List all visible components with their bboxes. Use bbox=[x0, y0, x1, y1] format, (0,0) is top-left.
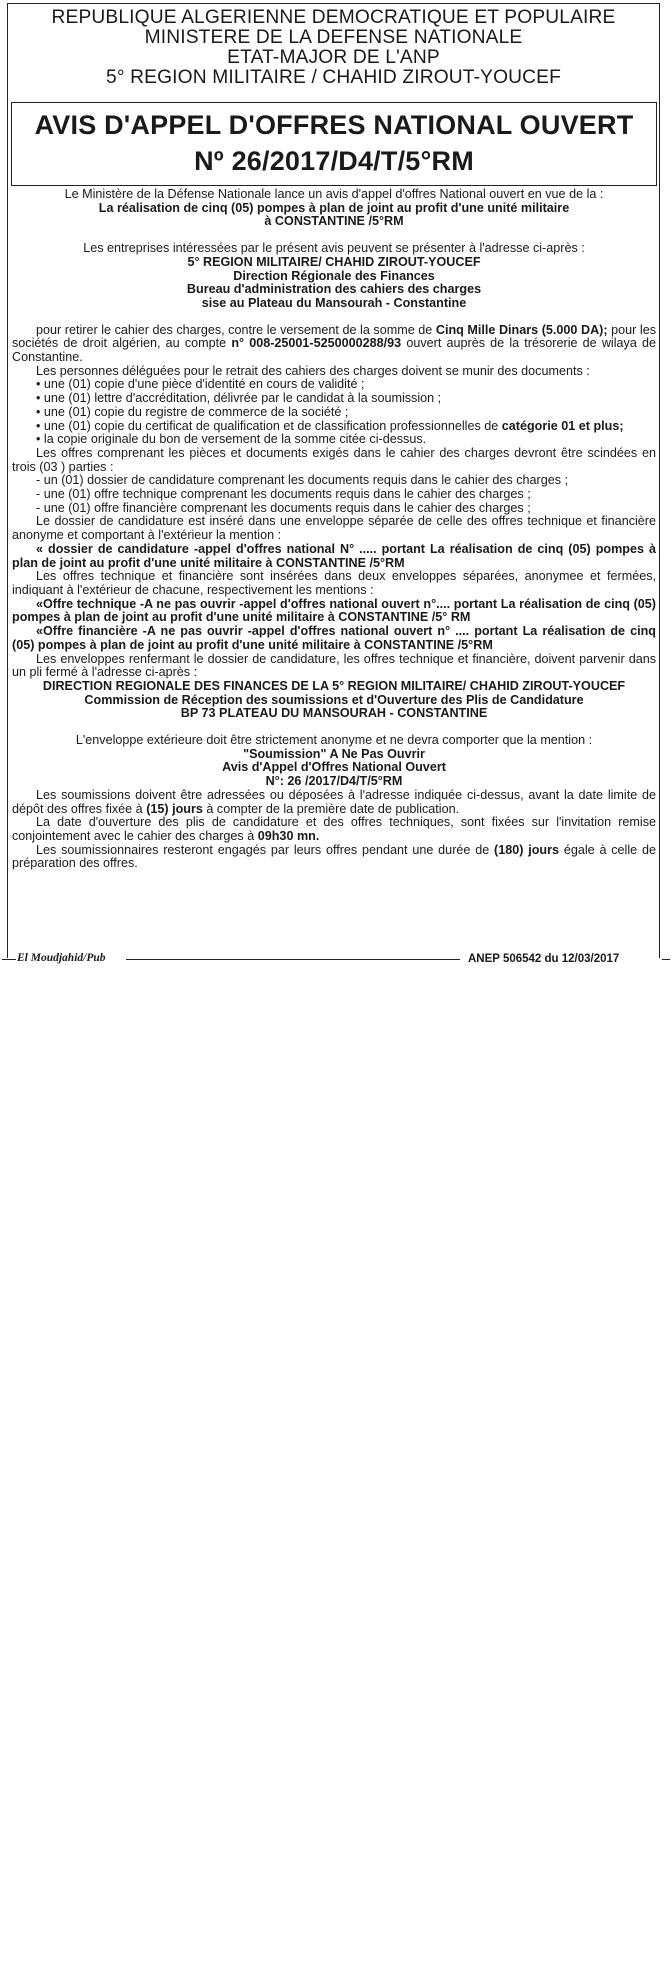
footer-rule-middle bbox=[126, 959, 460, 960]
anep-reference: ANEP 506542 du 12/03/2017 bbox=[468, 953, 620, 965]
object-line-1: La réalisation de cinq (05) pompes à plan de joint au profit d'une unité militaire bbox=[98, 200, 570, 215]
header-republic: REPUBLIQUE ALGERIENNE DEMOCRATIQUE ET POPULAIRE bbox=[51, 7, 616, 28]
outer-mention-3: N°: 26 /2017/D4/T/5°RM bbox=[265, 774, 403, 789]
part-item-1: - un (01) dossier de candidature comprenant les documents requis dans le cahier des charges ; bbox=[36, 473, 569, 488]
financial-offer-mention: «Offre financière -A ne pas ouvrir -appel d'offres national ouvert n° .... portant La réalisation de cinq (05) pompes à plan de joint au profit d'une unité militaire à CONSTANTINE /5°RM bbox=[12, 624, 656, 652]
header-staff: ETAT-MAJOR DE L'ANP bbox=[227, 47, 440, 68]
envelopes-paragraph: Les enveloppes renfermant le dossier de candidature, les offres technique et financière, doivent parvenir dans un pli fermé à l'adresse ci-après : bbox=[12, 651, 656, 680]
opening-paragraph: La date d'ouverture des plis de candidature et des offres techniques, sont fixées sur l'invitation remise conjointement avec le cahier des charges à 09h30 mn. bbox=[12, 815, 656, 843]
tender-notice bbox=[7, 3, 660, 958]
doc-item-3: • une (01) copie du registre de commerce de la société ; bbox=[36, 404, 349, 419]
validity-paragraph: Les soumissionnaires resteront engagés par leurs offres pendant une durée de (180) jours égale à celle de préparation des offres. bbox=[12, 842, 656, 871]
documents-intro: Les personnes déléguées pour le retrait des cahiers des charges doivent se munir des documents : bbox=[36, 363, 590, 378]
address-line-1: 5° REGION MILITAIRE/ CHAHID ZIROUT-YOUCEF bbox=[187, 254, 481, 269]
dossier-paragraph: Le dossier de candidature est inséré dans une enveloppe séparée de celle des offres technique et financière anonyme et comportant à l'extérieur la mention : bbox=[12, 514, 656, 543]
parts-intro: Les offres comprenant les pièces et documents exigés dans le cahier des charges devront être scindées en trois (03 ) parties : bbox=[12, 445, 656, 474]
address-line-2: Direction Régionale des Finances bbox=[233, 268, 435, 283]
destination-line-3: BP 73 PLATEAU DU MANSOURAH - CONSTANTINE bbox=[180, 706, 488, 721]
technical-offer-mention: «Offre technique -A ne pas ouvrir -appel d'offres national ouvert n°.... portant La réalisation de cinq (05) pompes à plan de joint au profit d'une unité militaire à CONSTANTINE /5° RM bbox=[12, 596, 656, 625]
doc-item-1: • une (01) copie d'une pièce d'identité en cours de validité ; bbox=[36, 377, 365, 392]
notice-title: AVIS D'APPEL D'OFFRES NATIONAL OUVERT bbox=[34, 110, 634, 140]
notice-body bbox=[8, 188, 659, 871]
object-line-2: à CONSTANTINE /5°RM bbox=[264, 214, 404, 229]
header-region: 5° REGION MILITAIRE / CHAHID ZIROUT-YOUCEF bbox=[106, 67, 561, 88]
dossier-mention: « dossier de candidature -appel d'offres national N° ..... portant La réalisation de cinq (05) pompes à plan de joint au profit d'une unité militaire à CONSTANTINE /5°RM bbox=[12, 541, 656, 570]
destination-line-1: DIRECTION REGIONALE DES FINANCES DE LA 5° REGION MILITAIRE/ CHAHID ZIROUT-YOUCEF bbox=[42, 678, 626, 693]
address-line-4: sise au Plateau du Mansourah - Constantine bbox=[201, 295, 467, 310]
notice-number: Nº 26/2017/D4/T/5°RM bbox=[194, 146, 474, 176]
outer-mention-2: Avis d'Appel d'Offres National Ouvert bbox=[222, 760, 446, 775]
intro-text: Le Ministère de la Défense Nationale lance un avis d'appel d'offres National ouvert en vue de la : bbox=[64, 187, 604, 201]
footer-rule-left bbox=[2, 959, 16, 960]
part-item-2: - une (01) offre technique comprenant les documents requis dans le cahier des charges ; bbox=[36, 487, 531, 502]
address-intro: Les entreprises intéressées par le présent avis peuvent se présenter à l'adresse ci-après : bbox=[83, 241, 585, 256]
doc-item-4: • une (01) copie du certificat de qualification et de classification professionnelles de catégorie 01 et plus; bbox=[36, 418, 624, 433]
title-box bbox=[11, 102, 657, 186]
part-item-3: - une (01) offre financière comprenant les documents requis dans le cahier des charges ; bbox=[36, 500, 531, 515]
deadline-paragraph: Les soumissions doivent être adressées ou déposées à l'adresse indiquée ci-dessus, avant la date limite de dépôt des offres fixée à (15) jours à compter de la première date de publication. bbox=[12, 787, 656, 816]
outer-envelope-text: L'enveloppe extérieure doit être strictement anonyme et ne devra comporter que la mention : bbox=[75, 733, 593, 748]
header-ministry: MINISTERE DE LA DEFENSE NATIONALE bbox=[144, 27, 523, 48]
payment-paragraph: pour retirer le cahier des charges, contre le versement de la somme de Cinq Mille Dinars (5.000 DA); pour les sociétés de droit algérien, au compte n° 008-25001-5250000288/93 ouvert auprès de la trésorerie de wilaya de Constantine. bbox=[12, 322, 656, 365]
doc-item-5: • la copie originale du bon de versement de la somme citée ci-dessus. bbox=[36, 432, 427, 447]
address-line-3: Bureau d'administration des cahiers des charges bbox=[186, 282, 482, 297]
footer-rule-right bbox=[662, 959, 670, 960]
publisher-credit: El Moudjahid/Pub bbox=[17, 952, 106, 964]
issuer-header bbox=[8, 8, 659, 88]
notice-footer bbox=[0, 952, 672, 970]
offers-paragraph: Les offres technique et financière sont insérées dans deux enveloppes séparées, anonymee et fermées, indiquant à l'extérieur de chacune, respectivement les mentions : bbox=[12, 569, 656, 597]
doc-item-2: • une (01) lettre d'accréditation, délivrée par le candidat à la soumission ; bbox=[36, 391, 442, 406]
outer-mention-1: "Soumission" A Ne Pas Ouvrir bbox=[243, 746, 425, 761]
destination-line-2: Commission de Réception des soumissions et d'Ouverture des Plis de Candidature bbox=[84, 692, 584, 707]
